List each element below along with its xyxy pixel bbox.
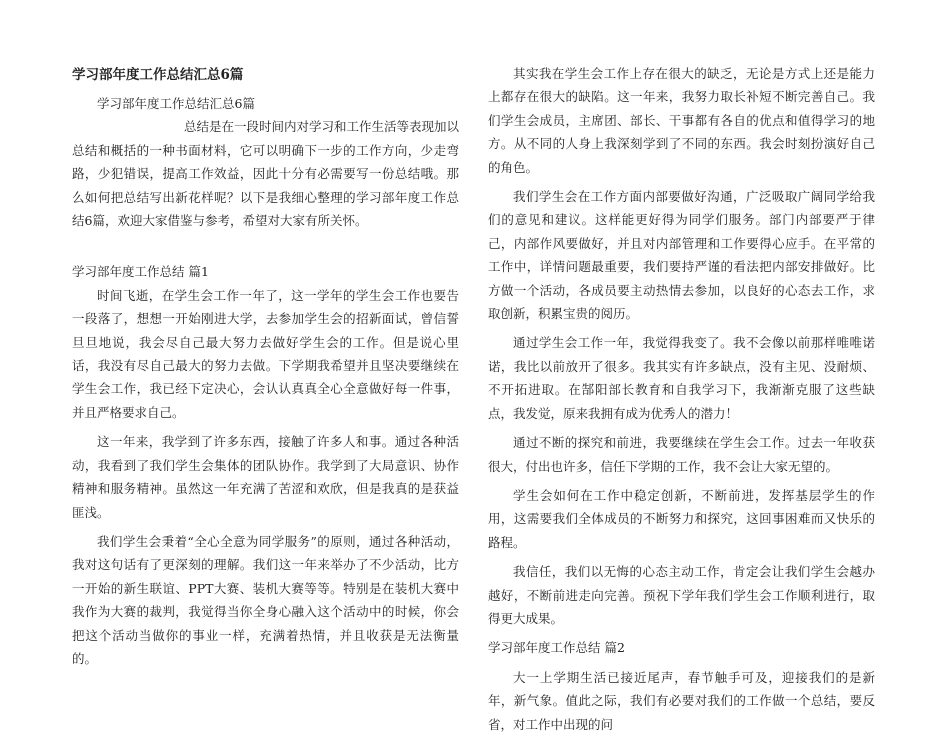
paragraph: 学生会如何在工作中稳定创新，不断前进，发挥基层学生的作用，这需要我们全体成员的不断努力和探究，这回事困难而又快乐的路程。 bbox=[488, 487, 875, 550]
paragraph: 我们学生会在工作方面内部要做好沟通，广泛吸取广阔同学给我们的意见和建议。这样能更好得为同学们服务。部门内部要严于律己，内部作风要做好，并且对内部管理和工作要得心应手。在平常的工作中，详情问题最重要，我们要持严谨的看法把内部安排做好。比方做一个活动，各成员要主动热情去参加，以良好的心态去工作，求取创新，积累宝贵的阅历。 bbox=[488, 189, 875, 322]
paragraph: 我信任，我们以无悔的心态主动工作，肯定会让我们学生会越办越好，不断前进走向完善。预祝下学年我们学生会工作顺利进行，取得更大成果。 bbox=[488, 564, 875, 626]
paragraph: 这一年来，我学到了许多东西，接触了许多人和事。通过各种活动，我看到了我们学生会集体的团队协作。我学到了大局意识、协作精神和服务精神。虽然这一年充满了苦涩和欢欣，但是我真的是获益匪浅。 bbox=[72, 434, 459, 520]
paragraph: 大一上学期生活已接近尾声，春节触手可及，迎接我们的是新年，新气象。值此之际，我们有必要对我们的工作做一个总结，要反省，对工作中出现的问 bbox=[488, 669, 875, 732]
paragraph: 时间飞逝，在学生会工作一年了，这一学年的学生会工作也要告一段落了，想想一开始刚进大学，去参加学生会的招新面试，曾信誓旦旦地说，我会尽自己最大努力去做好学生会的工作。但是说心里话，我没有尽自己最大的努力去做。下学期我希望并且坚决要继续在学生会工作，我已经下定决心，会认认真真全心全意做好每一件事，并且严格要求自己。 bbox=[72, 287, 459, 420]
paragraph: 通过不断的探究和前进，我要继续在学生会工作。过去一年收获很大，付出也许多，信任下学期的工作，我不会让大家无望的。 bbox=[488, 435, 875, 474]
paragraph: 其实我在学生会工作上存在很大的缺乏，无论是方式上还是能力上都存在很大的缺陷。这一年来，我努力取长补短不断完善自己。我们学生会成员，主席团、部长、干事都有各自的优点和值得学习的地方。从不同的人身上我深刻学到了不同的东西。我会时刻扮演好自己的角色。 bbox=[488, 66, 875, 175]
right-column bbox=[488, 62, 875, 736]
document-subtitle: 学习部年度工作总结汇总6篇 bbox=[97, 96, 255, 111]
paragraph: 通过学生会工作一年，我觉得我变了。我不会像以前那样唯唯诺诺，我比以前放开了很多。我其实有许多缺点，没有主见、没耐烦、不开拓进取。在郜阳部长教育和自我学习下，我渐渐克服了这些缺点，我发觉，原来我拥有成为优秀人的潜力！ bbox=[488, 335, 875, 421]
paragraph: 我们学生会秉着“全心全意为同学服务”的原则，通过各种活动，我对这句话有了更深刻的理解。我们这一年来举办了不少活动，比方一开始的新生联谊、PPT大赛、装机大赛等等。特别是在装机大赛中我作为大赛的裁判，我觉得当你全身心融入这个活动中的时候，你会把这个活动当做你的事业一样，充满着热情，并且收获是无法衡量的。 bbox=[72, 533, 459, 666]
left-column bbox=[72, 62, 459, 670]
section-heading-1: 学习部年度工作总结 篇1 bbox=[72, 264, 209, 280]
document-title: 学习部年度工作总结汇总6篇 bbox=[72, 67, 244, 83]
intro-paragraph: 总结是在一段时间内对学习和工作生活等表现加以总结和概括的一种书面材料，它可以明确下一步的工作方向，少走弯路，少犯错误，提高工作效益，因此十分有必需要写一份总结哦。那么如何把总结写出新花样呢？以下是我细心整理的学习部年度工作总结6篇，欢迎大家借鉴与参考，希望对大家有所关怀。 bbox=[72, 119, 460, 229]
section-heading-2: 学习部年度工作总结 篇2 bbox=[488, 640, 625, 656]
